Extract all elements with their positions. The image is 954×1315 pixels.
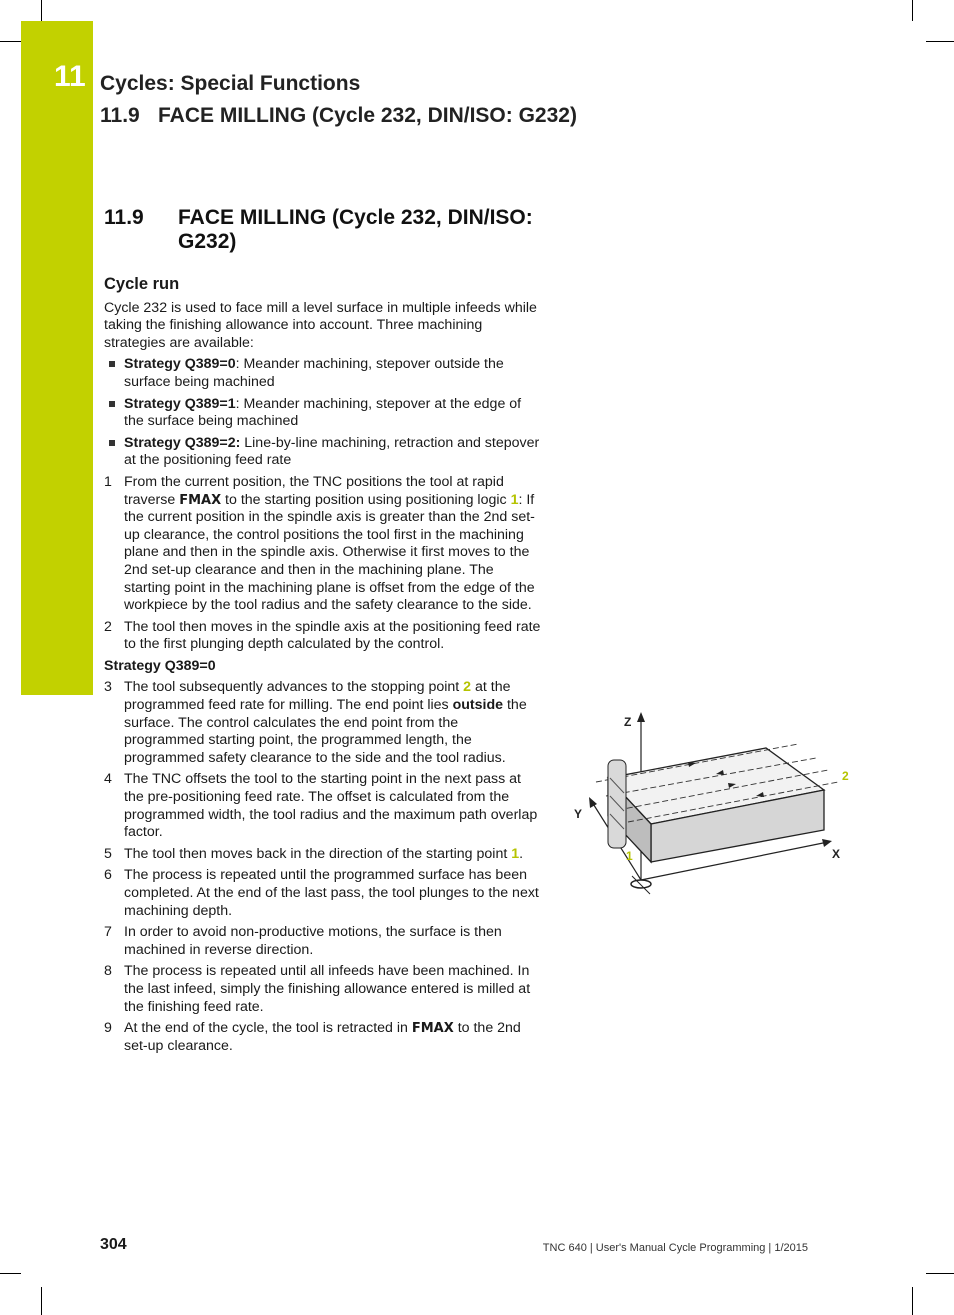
- crop-mark: [926, 41, 954, 42]
- step-number: 7: [104, 924, 112, 941]
- step-item: [104, 867, 542, 920]
- point-label-1: 1: [626, 849, 633, 863]
- code-keyword: FMAX: [411, 1021, 454, 1037]
- step-text: The tool then moves back in the direction of the starting point: [124, 845, 512, 862]
- body-text: [104, 276, 542, 1059]
- emphasis-text: outside: [452, 697, 504, 714]
- step-item: [104, 924, 542, 959]
- section-heading: [104, 206, 544, 254]
- step-item: [104, 963, 542, 1016]
- point-reference: 1: [511, 845, 520, 862]
- step-item: [104, 679, 542, 767]
- step-item: [104, 619, 542, 654]
- origin-marker: [631, 880, 651, 888]
- step-item: [104, 846, 542, 864]
- step-item: [104, 474, 542, 615]
- step-number: 1: [104, 473, 112, 490]
- chapter-title: Cycles: Special Functions: [100, 72, 361, 95]
- chapter-tab: [21, 21, 93, 695]
- step-number: 8: [104, 963, 112, 980]
- section-number: 11.9: [104, 206, 144, 229]
- point-label-2: 2: [842, 769, 849, 783]
- chapter-number: 11: [54, 60, 86, 93]
- step-text: The TNC offsets the tool to the starting point in the next pass at the pre-positioning feed rate. The offset is calculated from the programmed width, the tool radius and the maximum path overlap factor.: [124, 771, 538, 841]
- step-text: the surface. The control calculates the end point from the programmed starting point, the programmed length, the programmed safety clearance to the side and the tool radius.: [124, 697, 527, 766]
- step-number: 6: [104, 867, 112, 884]
- y-axis-arrow: [589, 797, 597, 808]
- step-text: to the starting position using positioning logic: [221, 491, 511, 508]
- crop-mark: [912, 0, 913, 21]
- step-text: .: [519, 845, 524, 862]
- step-text: From the current position, the TNC positions the tool at rapid traverse: [124, 473, 504, 508]
- running-section-header: [100, 104, 577, 128]
- bullet-icon: [109, 361, 115, 367]
- axis-label-z: Z: [624, 715, 632, 729]
- point-reference: 1: [510, 491, 519, 508]
- z-axis-arrow: [637, 712, 645, 722]
- footer-text: TNC 640 | User's Manual Cycle Programming | 1/2015: [542, 1242, 808, 1254]
- crop-mark: [0, 1273, 21, 1274]
- strategy-text: : Meander machining, stepover outside the surface being machined: [124, 356, 504, 390]
- step-number: 3: [104, 679, 112, 696]
- step-text: The process is repeated until the programmed surface has been completed. At the end of the last pass, the tool plunges to the next machining depth.: [124, 867, 539, 919]
- step-text: The tool subsequently advances to the stopping point: [124, 679, 464, 696]
- list-item: [104, 356, 542, 391]
- strategy-text: Line-by-line machining, retraction and stepover at the positioning feed rate: [124, 434, 540, 469]
- strategy-label: Strategy Q389=0: [124, 356, 236, 373]
- step-text: In order to avoid non-productive motions, the surface is then machined in reverse direction.: [124, 924, 502, 958]
- crop-mark: [0, 41, 21, 42]
- list-item: [104, 396, 542, 431]
- strategy0-heading: Strategy Q389=0: [104, 657, 216, 674]
- crop-mark: [912, 1287, 913, 1315]
- axis-label-x: X: [832, 847, 841, 861]
- step-text: at the programmed feed rate for milling. The end point lies: [124, 679, 511, 714]
- step-text: : If the current position in the spindle axis is greater than the 2nd set-up clearance, the control positions the tool first in the machining plane and then in the spindle axis. Otherwise it first moves to the 2nd set-up clearance and then in the machining plane. The starting point in the machining plane is offset from the edge of the workpiece by the tool radius and the safety clearance to the side.: [124, 491, 535, 614]
- face-milling-diagram: [566, 708, 856, 908]
- list-item: [104, 435, 542, 470]
- code-keyword: FMAX: [179, 492, 222, 508]
- step-number: 2: [104, 618, 112, 635]
- strategy-label: Strategy Q389=2:: [124, 434, 241, 451]
- step-text: to the 2nd set-up clearance.: [124, 1020, 521, 1054]
- step-number: 5: [104, 845, 112, 862]
- x-axis-arrow: [822, 839, 832, 847]
- running-section-title: FACE MILLING (Cycle 232, DIN/ISO: G232): [158, 104, 577, 127]
- step-number: 4: [104, 771, 112, 788]
- step-text: At the end of the cycle, the tool is retracted in: [124, 1020, 412, 1037]
- step-item: [104, 771, 542, 841]
- strategy-text: : Meander machining, stepover at the edge of the surface being machined: [124, 395, 522, 430]
- step-text: The process is repeated until all infeeds have been machined. In the last infeed, simply the finishing allowance entered is milled at the finishing feed rate.: [124, 963, 531, 1015]
- bullet-icon: [109, 401, 115, 407]
- step-item: [104, 1020, 542, 1055]
- running-section-number: 11.9: [100, 104, 140, 127]
- intro-paragraph: Cycle 232 is used to face mill a level surface in multiple infeeds while taking the finishing allowance into account. Three machining strategies are available:: [104, 299, 537, 351]
- crop-mark: [41, 1287, 42, 1315]
- page-number: 304: [100, 1236, 127, 1253]
- crop-mark: [41, 0, 42, 21]
- crop-mark: [926, 1273, 954, 1274]
- point-reference: 2: [463, 679, 472, 696]
- axis-label-y: Y: [574, 807, 583, 821]
- strategy-label: Strategy Q389=1: [124, 395, 236, 412]
- cycle-run-heading: Cycle run: [104, 275, 180, 293]
- step-number: 9: [104, 1020, 112, 1037]
- section-title: FACE MILLING (Cycle 232, DIN/ISO: G232): [178, 206, 533, 253]
- step-text: The tool then moves in the spindle axis at the positioning feed rate to the first plunging depth calculated by the control.: [124, 618, 541, 653]
- bullet-icon: [109, 440, 115, 446]
